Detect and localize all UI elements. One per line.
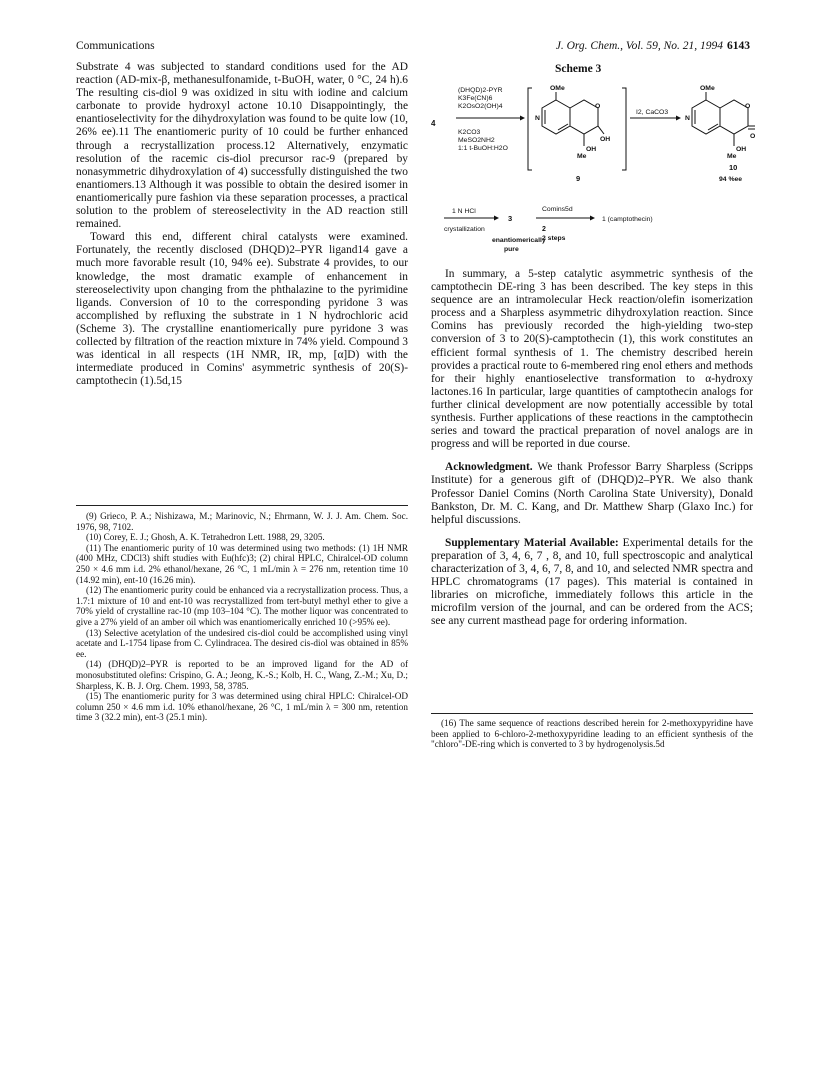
supplementary-paragraph: [431, 537, 753, 629]
atom-me: Me: [727, 153, 737, 160]
journal-citation: J. Org. Chem., Vol. 59, No. 21, 1994: [555, 40, 723, 52]
body-paragraph: Toward this end, different chiral catalysts were examined. Fortunately, the recently disclosed (DHQD)2–PYR ligand14 gave a much more favorable result (10, 94% ee). Substrate 4 provides, to our knowledge, the most dramatic example of enhancement in stereoselectivity upon changing from the phthalazine to the pyrimidine ligands. Conversion of 10 to the corresponding pyridone 3 was accomplished by refluxing the substrate in 1 N hydrochloric acid (Scheme 3). The crystalline enantiomerically pure pyridone 3 was collected by filtration of the reaction mixture in 74% yield. Compound 3 was identical in all respects (1H NMR, IR, mp, [α]D) with the intermediate produced in Comins' asymmetric synthesis of 20(S)-camptothecin (1).5d,15: [76, 231, 408, 388]
reagent-iodine: I2, CaCO3: [636, 109, 669, 116]
compound-9-structure: [542, 92, 604, 146]
steps-note: 2 steps: [542, 235, 566, 242]
reaction-arrow-1-head: [520, 116, 525, 121]
reagent-sulfonamide: MeSO2NH2: [458, 137, 495, 144]
reaction-arrow-4-head: [590, 216, 595, 221]
product-ee: 94 %ee: [719, 176, 743, 183]
acknowledgment-heading: Acknowledgment.: [445, 461, 533, 474]
compound-10-structure: [692, 92, 755, 146]
atom-ome: OMe: [700, 85, 715, 92]
atom-n: N: [685, 115, 690, 122]
scheme-3-diagram: [424, 78, 758, 264]
reagent-ligand: (DHQD)2-PYR: [458, 87, 503, 94]
comins-reference: Comins5d: [542, 206, 573, 213]
footnote-11: (11) The enantiomeric purity of 10 was determined using two methods: (1) 1H NMR (400 MHz, CDCl3) shift studies with Eu(hfc)3; (2) chiral HPLC, Chiralcel-OD column 250 × 4.6 mm i.d. 2% ethanol/hexane, 26 °C, 1 mL/min λ = 276 nm, retention time 10 (14.92 min), ent-10 (16.26 min).: [76, 542, 408, 585]
reagent-solvent: 1:1 t-BuOH:H2O: [458, 145, 508, 152]
footnote-9: (9) Grieco, P. A.; Nishizawa, M.; Marinovic, N.; Ehrmann, W. J. J. Am. Chem. Soc. 1976, 98, 7102.: [76, 511, 408, 532]
footnote-divider: [431, 713, 753, 714]
crystallization-note: crystallization: [444, 226, 485, 233]
compound-2-label: 2: [542, 226, 546, 233]
atom-o: O: [745, 103, 751, 110]
supplementary-text: Experimental details for the preparation of 3, 4, 6, 7 , 8, and 10, full spectroscopic and analytical characterization of 3, 4, 6, 7, 8, and 10, and selected NMR spectra and HPLC chromatograms (17 pages). This material is contained in libraries on microfiche, immediately follows this article in the microfilm version of the journal, and can be ordered from the ACS; see any current masthead page for ordering information.: [431, 536, 753, 628]
acknowledgment-paragraph: [431, 461, 753, 526]
right-footnotes: [431, 718, 753, 750]
summary-paragraph: In summary, a 5-step catalytic asymmetric synthesis of the camptothecin DE-ring 3 has been described. The key steps in this sequence are an intramolecular Heck reaction/olefin isomerization process and a Sharpless asymmetric dihydroxylation reaction. Since Comins has previously recorded the high-yielding two-step conversion of 3 to 20(S)-camptothecin (1), this work constitutes an efficient formal synthesis of 1. The chemistry described herein provides a practical route to 6-membered ring enol ethers and methods for their highly enantioselective transformation to α-hydroxy lactones.16 In particular, large quantities of camptothecin analogs for further clinical development are now potentially accessible by total synthesis. Further applications of these reactions in the camptothecin series and toward the practical preparation of novel analogs are in progress and will be reported in due course.: [431, 268, 753, 451]
running-header-journal: [556, 40, 750, 52]
enantiopure-note-2: pure: [504, 246, 519, 253]
reagent-base: K2CO3: [458, 129, 481, 136]
camptothecin-label: 1 (camptothecin): [602, 216, 653, 223]
atom-oh: OH: [736, 146, 747, 153]
scheme-title: Scheme 3: [555, 63, 602, 75]
footnote-13: (13) Selective acetylation of the undesired cis-diol could be accomplished using vinyl acetate and L-1754 lipase from C. Cylindracea. The desired cis-diol was obtained in 85% ee.: [76, 627, 408, 659]
reagent-hcl: 1 N HCl: [452, 208, 476, 215]
footnote-10: (10) Corey, E. J.; Ghosh, A. K. Tetrahedron Lett. 1988, 29, 3205.: [86, 532, 325, 543]
footnote-14: (14) (DHQD)2–PYR is reported to be an improved ligand for the AD of monosubstituted olefins: Crispino, G. A.; Jeong, K.-S.; Kolb, H. C., Wang, Z.-M.; Xu, D.; Sharpless, K. B. J. Org. Chem. 1993, 58, 3785.: [76, 659, 408, 691]
supplementary-heading: Supplementary Material Available:: [445, 536, 619, 549]
footnote-16: (16) The same sequence of reactions described herein for 2-methoxypyridine have been applied to 6-chloro-2-methoxypyridine leading to an efficient synthesis of the "chloro"-DE-ring which is converted to 3 by hydrogenolysis.5d: [431, 718, 753, 750]
atom-oh: OH: [586, 146, 597, 153]
right-body-column: [431, 268, 753, 628]
reagent-ferricyanide: K3Fe(CN)6: [458, 95, 493, 102]
page-number: 6143: [727, 40, 750, 52]
left-body-column: [76, 61, 408, 388]
footnote-12: (12) The enantiomeric purity could be enhanced via a recrystallization process. Thus, a 1.7:1 mixture of 10 and ent-10 was recrystallized from tert-butyl methyl ether to give a 70% yield of crystalline rac-10 (mp 103–104 °C). The mother liquor was concentrated to give a 27% yield of an amber oil which was enantiomerically enriched 10 (>95% ee).: [76, 585, 408, 627]
enantiopure-note: enantiomerically: [492, 237, 546, 244]
atom-o: O: [750, 133, 756, 140]
compound-3-label: 3: [508, 214, 513, 223]
left-footnotes: [76, 511, 408, 723]
compound-10-label: 10: [729, 163, 738, 172]
reaction-arrow-2-head: [676, 116, 681, 121]
acknowledgment-text: We thank Professor Barry Sharpless (Scripps Institute) for a generous gift of (DHQD)2–PYR. We also thank Professor Daniel Comins (North Carolina State University), Donald Bankston, Dr. M. C. Kang, and Dr. Matthew Sharp (Glaxo Inc.) for helpful discussions.: [431, 461, 753, 526]
atom-n: N: [535, 115, 540, 122]
footnote-15: (15) The enantiomeric purity for 3 was determined using chiral HPLC: Chiralcel-OD column 250 × 4.6 mm i.d. 10% ethanol/hexane, 26 °C, 1 mL/min λ = 300 nm, retention time 3 (32.2 min), ent-3 (25.1 min).: [76, 691, 408, 723]
atom-o: O: [595, 103, 601, 110]
running-header-section: Communications: [76, 40, 155, 52]
reaction-arrow-3-head: [494, 216, 499, 221]
atom-oh: OH: [600, 136, 611, 143]
bracket-right: [622, 88, 626, 170]
atom-ome: OMe: [550, 85, 565, 92]
compound-4-label: 4: [431, 119, 436, 128]
atom-me: Me: [577, 153, 587, 160]
footnote-divider: [76, 505, 408, 506]
bracket-left: [528, 88, 532, 170]
body-paragraph: Substrate 4 was subjected to standard conditions used for the AD reaction (AD-mix-β, methanesulfonamide, t-BuOH, water, 0 °C, 24 h).6 The resulting cis-diol 9 was oxidized in situ with iodine and calcium carbonate to provide hydroxyl actone 10.10 Disappointingly, the enantioselectivity for the dihydroxylation was found to be quite low (10, 26% ee).11 The enantiomeric purity of 10 could be further enhanced through a recrystallization process.12 Alternatively, enzymatic resolution of the racemic cis-diol precursor rac-9 (prepared by nonasymmetric dihydroxylation of 4) successfully distinguished the two enantiomers.13 Although it was possible to obtain the desired isomer in enantiomerically pure fashion via these separation processes, a practical solution to the problem of stereoselectivity in the AD reaction still remained.: [76, 61, 408, 231]
reagent-osmate: K2OsO2(OH)4: [458, 103, 503, 110]
compound-9-label: 9: [576, 174, 581, 183]
